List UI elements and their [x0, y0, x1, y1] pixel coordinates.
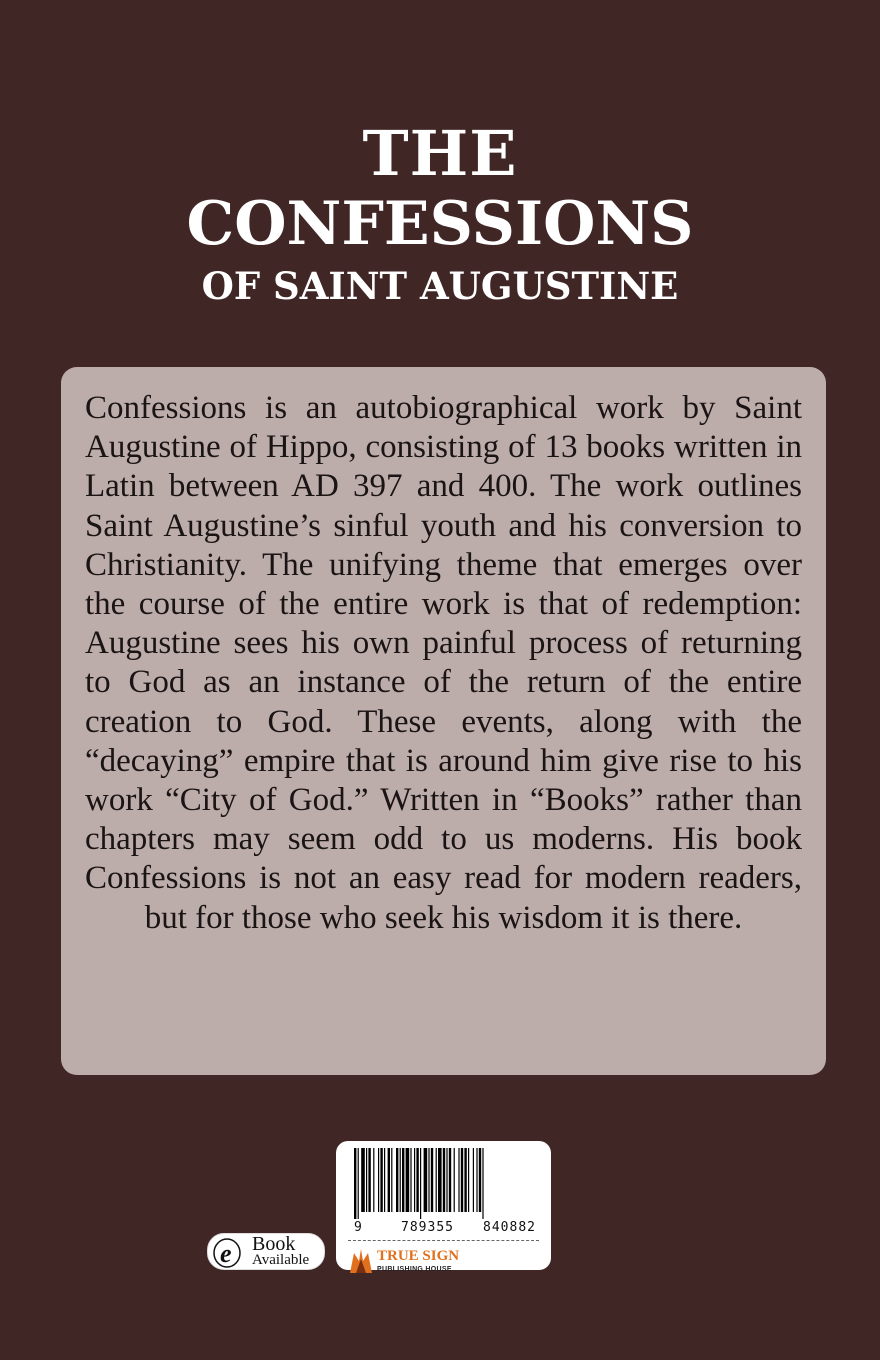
barcode-bar: [384, 1148, 385, 1212]
barcode-bar: [431, 1148, 433, 1212]
svg-text:e: e: [220, 1239, 232, 1268]
barcode-bar: [446, 1148, 447, 1212]
barcode-bar: [354, 1148, 356, 1219]
isbn-barcode-card: [336, 1141, 551, 1273]
barcode-bar: [402, 1148, 404, 1212]
title-line-2: CONFESSIONS: [186, 189, 694, 259]
barcode-bar: [420, 1148, 421, 1219]
barcode-bar: [391, 1148, 392, 1212]
barcode-bar: [479, 1148, 481, 1212]
isbn-prefix: 9: [354, 1220, 362, 1235]
blurb-text: Confessions is an autobiographical work by Saint Augustine of Hippo, consisting of 13 books written in Latin between AD 397 and 400. The work outlines Saint Augustine’s sinful youth and his conversion to Christianity. The unifying theme that emerges over the course of the entire work is that of redemption: Augustine sees his own painful process of returning to God as an instance of the return of the entire creation to God. These events, along with the “decaying” empire that is around him give rise to his work “City of God.” Written in “Books” rather than chapters may seem odd to us moderns. His book Confessions is not an easy read for modern readers, but for those who seek his wisdom it is there.: [85, 390, 802, 936]
barcode-bar: [373, 1148, 374, 1212]
barcode-bar: [436, 1148, 437, 1212]
publisher-subtitle: PUBLISHING HOUSE: [377, 1266, 452, 1273]
e-letter-icon: [212, 1236, 242, 1269]
isbn-number: [348, 1220, 539, 1235]
barcode-bar: [410, 1148, 411, 1212]
isbn-group-2: 840882: [483, 1220, 536, 1235]
barcode-bar: [468, 1148, 469, 1212]
title-line-3: OF SAINT AUGUSTINE: [201, 264, 679, 308]
publisher-logo: [348, 1244, 539, 1278]
barcode-bar: [454, 1148, 455, 1212]
barcode-bar: [366, 1148, 367, 1212]
isbn-group-1: 789355: [401, 1220, 454, 1235]
barcode-bar: [449, 1148, 451, 1212]
book-title: [0, 118, 880, 312]
barcode-bar: [414, 1148, 415, 1212]
barcode-bar: [358, 1148, 359, 1219]
barcode-bar: [473, 1148, 474, 1212]
publisher-name: TRUE SIGN: [377, 1248, 460, 1264]
barcode-bar: [380, 1148, 382, 1212]
ebook-label: Book: [252, 1233, 296, 1255]
ebook-available-label: Available: [252, 1252, 310, 1268]
title-line-1: THE: [362, 117, 518, 190]
barcode-bar: [388, 1148, 390, 1212]
barcode-bar: [406, 1148, 410, 1212]
barcode-bar: [461, 1148, 463, 1212]
barcode-bar: [400, 1148, 401, 1212]
barcode-bar: [396, 1148, 398, 1212]
fox-logo-icon: [348, 1247, 374, 1275]
barcode-bar: [361, 1148, 365, 1212]
barcode-bar: [368, 1148, 370, 1212]
blurb-panel: [61, 367, 826, 1075]
barcode-bar: [424, 1148, 428, 1212]
divider: [348, 1240, 539, 1241]
barcode-bar: [458, 1148, 459, 1212]
barcode-bar: [428, 1148, 429, 1212]
barcode-bar: [438, 1148, 442, 1212]
barcode-bar: [443, 1148, 445, 1212]
barcode-bar: [416, 1148, 418, 1212]
barcode-bar: [378, 1148, 379, 1212]
barcode-icon: [348, 1148, 539, 1219]
barcode-bar: [476, 1148, 477, 1212]
barcode-bar: [464, 1148, 466, 1212]
ebook-available-badge: [207, 1233, 325, 1270]
barcode-bar: [482, 1148, 483, 1219]
